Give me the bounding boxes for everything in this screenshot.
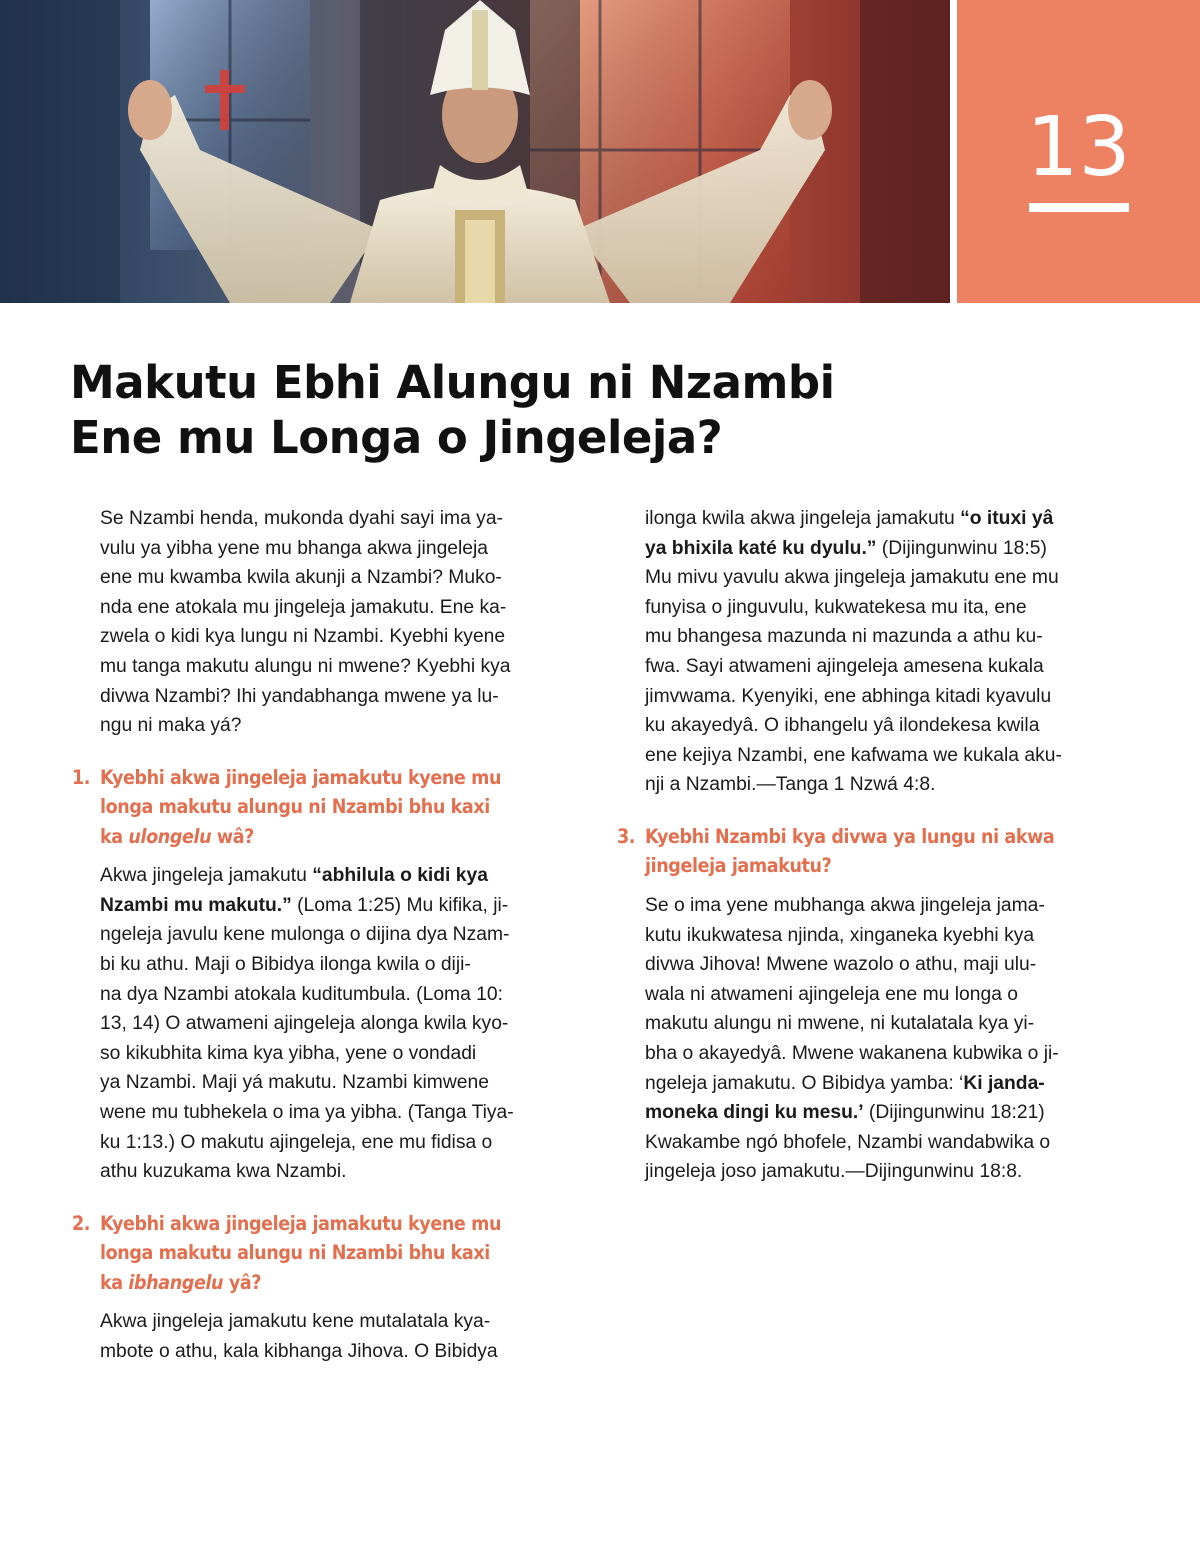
lesson-number: 13 xyxy=(1026,100,1131,195)
question-2-answer-part-1: Akwa jingeleja jamakutu kene mutalatala kya- mbote o athu, kala kibhanga Jihova. O Bibidya xyxy=(100,1311,498,1362)
question-number: 3. xyxy=(617,824,636,848)
question-2-answer-part-2: ilonga kwila akwa jingeleja jamakutu “o ituxi yâ ya bhixila katé ku dyulu.” (Dijingunwinu 18:5) Mu mivu yavulu akwa jingeleja jamakutu ene mu funyisa o jinguvulu, kukwatekesa mu ita, ene mu bhangesa mazunda ni mazunda a athu ku- fwa. Sayi atwameni ajingeleja amesena kukala jimvwama. Kyenyiki, ene abhinga kitadi kyavulu ku akayedyâ. O ibhangelu yâ ilondekesa kwila ene kejiya Nzambi, ene kafwama we kukala aku- nji a Nzambi.—Tanga 1 Nzwá 4:8. xyxy=(645,508,1062,796)
page-title xyxy=(70,355,870,465)
lesson-number-tab xyxy=(957,0,1200,303)
question-3-answer: Se o ima yene mubhanga akwa jingeleja jama- kutu ikukwatesa njinda, xinganeka kyebhi kya divwa Jihova! Mwene wazolo o athu, maji ulu- wala ni atwameni ajingeleja ene mu longa o makutu alungu ni mwene, ni kutalatala kya yi- bha o akayedyâ. Mwene wakanena kubwika o ji- ngeleja jamakutu. O Bibidya yamba: ‘Ki janda- moneka dingi ku mesu.’ (Dijingunwinu 18:21) Kwakambe ngó bhofele, Nzambi wandabwika o jingeleja joso jamakutu.—Dijingunwinu 18:8. xyxy=(645,894,1059,1183)
title-line-1: Makutu Ebhi Alungu ni Nzambi xyxy=(70,356,835,409)
intro-paragraph: Se Nzambi henda, mukonda dyahi sayi ima ya- vulu ya yibha yene mu bhanga akwa jingeleja ene mu kwamba kwila akunji a Nzambi? Muko- nda ene atokala mu jingeleja jamakutu. Ene ka- zwela o kidi kya lungu ni Nzambi. Kyebhi kyene mu tanga makutu alungu ni mwene? Kyebhi kya divwa Nzambi? Ihi yandabhanga mwene ya lu- ngu ni maka yá? xyxy=(100,508,511,737)
header-photo-bishop xyxy=(0,0,950,303)
question-1-answer: Akwa jingeleja jamakutu “abhilula o kidi kya Nzambi mu makutu.” (Loma 1:25) Mu kifika, ji- ngeleja javulu kene mulonga o dijina dya Nzam- bi ku athu. Maji o Bibidya ilonga kwila o diji- na dya Nzambi atokala kuditumbula. (Loma 10: 13, 14) O atwameni ajingeleja alonga kwila kyo- so kikubhita kima kya yibha, yene o vondadi ya Nzambi. Maji yá makutu. Nzambi kimwene wene mu tubhekela o ima ya yibha. (Tanga Tiya- ku 1:13.) O makutu ajingeleja, ene mu fidisa o athu kuzukama kwa Nzambi. xyxy=(100,865,514,1183)
question-number: 2. xyxy=(72,1211,91,1235)
right-column xyxy=(617,504,1097,1187)
title-line-2: Ene mu Longa o Jingeleja? xyxy=(70,411,723,464)
question-2-heading: 2. Kyebhi akwa jingeleja jamakutu kyene mu longa makutu alungu ni Nzambi bhu kaxi ka ibhangelu yâ? xyxy=(100,1209,586,1298)
bishop-illustration xyxy=(0,0,950,303)
lesson-number-underline xyxy=(1029,203,1129,212)
question-number: 1. xyxy=(72,765,91,789)
question-3-heading: 3. Kyebhi Nzambi kya divwa ya lungu ni akwa jingeleja jamakutu? xyxy=(645,822,1097,881)
question-1-heading: 1. Kyebhi akwa jingeleja jamakutu kyene mu longa makutu alungu ni Nzambi bhu kaxi ka ulongelu wâ? xyxy=(100,763,586,852)
left-column xyxy=(72,504,586,1366)
